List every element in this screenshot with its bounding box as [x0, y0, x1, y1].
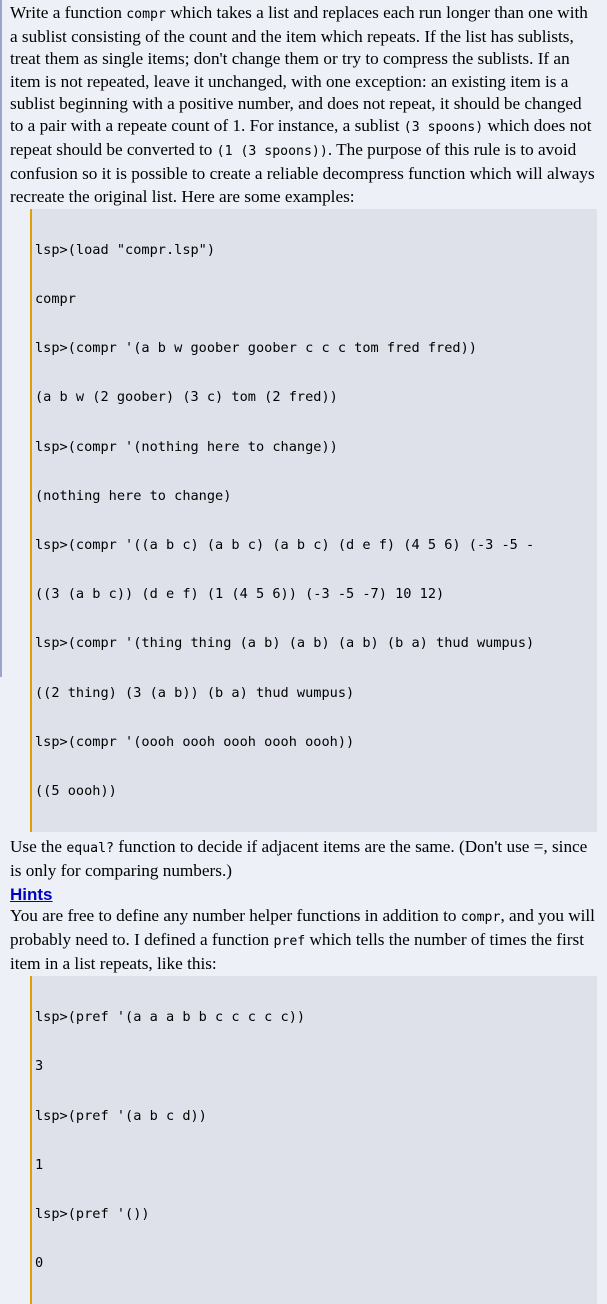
code-line: ((3 (a b c)) (d e f) (1 (4 5 6)) (-3 -5 -7) 10 12) — [35, 586, 445, 603]
code-line: 1 — [35, 1156, 44, 1173]
code-line: lsp>(pref '(a a a b b c c c c c)) — [35, 1009, 306, 1026]
intro-text-2: which takes a list and replaces each run longer than one with a sublist consisting of the count and the item which repeats. If the list has sublists, treat them as single items; don't change them or try to compress the sublists. If an item is not repeated, leave it unchanged, with one exception: an existing item is a sublist beginning with a positive number, and does not repeat, it should be changed to a pair with a repeate count of 1. For instance, a sublist — [10, 3, 588, 136]
spoons-code: (3 spoons) — [403, 120, 484, 136]
code-line: ((2 thing) (3 (a b)) (b a) thud wumpus) — [35, 684, 355, 701]
code-line: lsp>(pref '(a b c d)) — [35, 1107, 207, 1124]
spoons-pair-code: (1 (3 spoons)) — [216, 144, 328, 160]
equal-text-1: Use the — [10, 837, 67, 857]
intro-text-3: which does not repeat should be converted to — [10, 116, 592, 160]
intro-paragraph — [10, 2, 597, 208]
code-line: (nothing here to change) — [35, 487, 232, 504]
code-line: compr — [35, 290, 76, 307]
pref-code: pref — [273, 933, 306, 949]
pref-examples-block — [30, 976, 597, 1304]
intro-text-4: . The purpose of this rule is to avoid confusion so it is possible to create a reliable decompress function which will always recreate the original list. Here are some examples: — [10, 140, 595, 206]
code-line: lsp>(compr '(nothing here to change)) — [35, 438, 338, 455]
code-line: lsp>(compr '(thing thing (a b) (a b) (a b) (b a) thud wumpus) — [35, 635, 535, 652]
equal-code: equal? — [66, 841, 114, 857]
equal-paragraph — [10, 836, 597, 882]
hints-text-3: which tells the number of times the first item in a list repeats, like this: — [10, 929, 584, 974]
code-line: lsp>(compr '(a b w goober goober c c c tom fred fred)) — [35, 340, 477, 357]
hints-heading-link[interactable]: Hints — [10, 884, 53, 904]
code-line: lsp>(compr '((a b c) (a b c) (a b c) (d e f) (4 5 6) (-3 -5 - — [35, 536, 535, 553]
code-line: lsp>(pref '()) — [35, 1205, 150, 1222]
equal-text-2: function to decide if adjacent items are the same. (Don't use =, since is only for comparing numbers.) — [10, 837, 588, 881]
code-line: 0 — [35, 1255, 44, 1272]
code-line: (a b w (2 goober) (3 c) tom (2 fred)) — [35, 389, 338, 406]
code-line: 3 — [35, 1058, 44, 1075]
hints-paragraph — [10, 905, 597, 976]
compr-examples-block — [30, 209, 597, 832]
code-line: lsp>(load "compr.lsp") — [35, 241, 216, 258]
compr-code-2: compr — [460, 909, 501, 925]
hints-text-1: You are free to define any number helper functions in addition to — [10, 905, 461, 925]
intro-text-1: Write a function — [10, 3, 127, 22]
code-line: lsp>(compr '(oooh oooh oooh oooh oooh)) — [35, 733, 355, 750]
compr-code: compr — [126, 7, 166, 22]
hints-text-2: , and you will probably need to. I defined a function — [10, 905, 595, 949]
code-line: ((5 oooh)) — [35, 783, 117, 800]
